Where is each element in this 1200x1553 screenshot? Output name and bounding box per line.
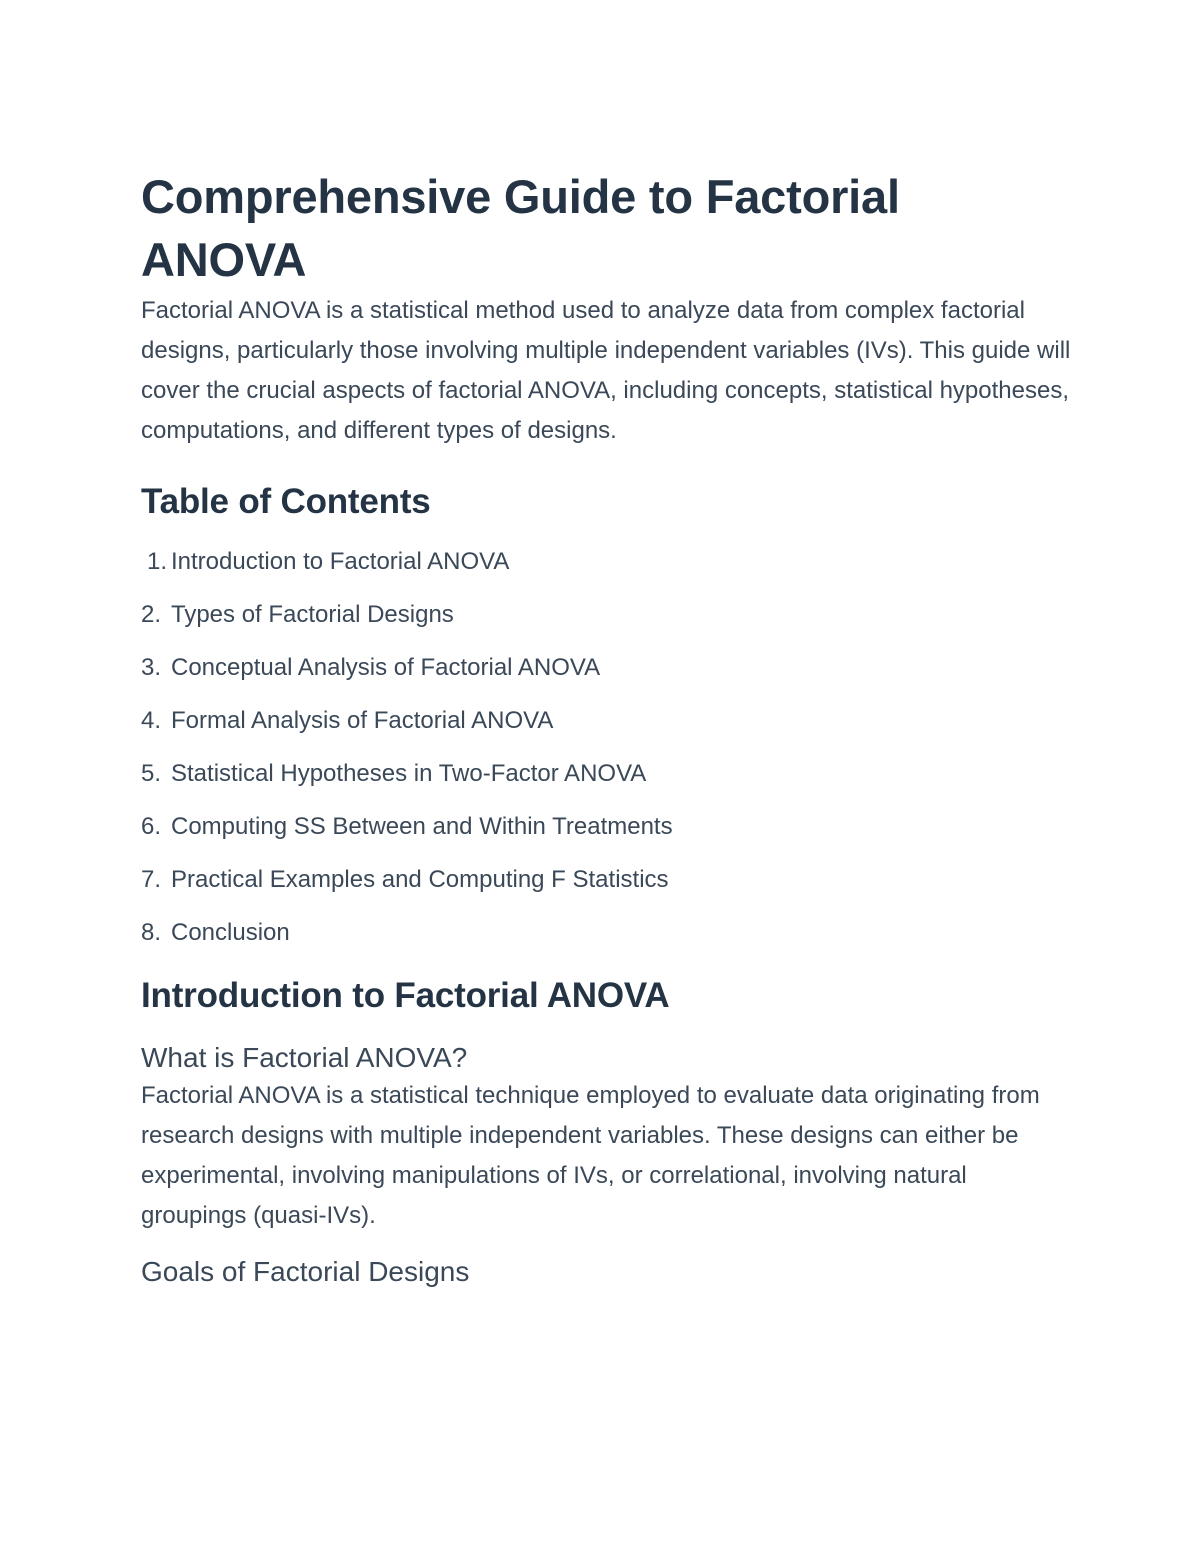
toc-item-label: Conceptual Analysis of Factorial ANOVA bbox=[171, 654, 601, 681]
toc-item-label: Introduction to Factorial ANOVA bbox=[171, 548, 510, 575]
toc-item-label: Types of Factorial Designs bbox=[171, 601, 454, 628]
toc-item-number: 4. bbox=[141, 707, 162, 734]
document-title: Comprehensive Guide to Factorial ANOVA bbox=[141, 170, 900, 286]
toc-heading: Table of Contents bbox=[141, 482, 431, 521]
toc-item-number: 1. bbox=[147, 548, 168, 575]
toc-item-number: 5. bbox=[141, 760, 162, 787]
subsection-paragraph: Factorial ANOVA is a statistical technique employed to evaluate data originating from research designs with multiple independent variables. These designs can either be experimental, involving manipulations of IVs, or correlational, involving natural groupings (quasi-IVs). bbox=[141, 1082, 1040, 1229]
toc-item bbox=[141, 813, 1071, 841]
toc-item bbox=[141, 548, 1071, 576]
toc-item-label: Conclusion bbox=[171, 919, 290, 946]
toc-item-number: 6. bbox=[141, 813, 162, 840]
table-of-contents bbox=[141, 548, 1071, 947]
subsection-heading: What is Factorial ANOVA? bbox=[141, 1042, 468, 1073]
toc-item-number: 3. bbox=[141, 654, 162, 681]
toc-item-number: 2. bbox=[141, 601, 162, 628]
toc-item bbox=[141, 866, 1071, 894]
section-heading: Introduction to Factorial ANOVA bbox=[141, 976, 670, 1015]
document-page bbox=[141, 165, 1071, 1290]
toc-item bbox=[141, 707, 1071, 735]
toc-item bbox=[141, 654, 1071, 682]
intro-paragraph: Factorial ANOVA is a statistical method used to analyze data from complex factorial designs, particularly those involving multiple independent variables (IVs). This guide will cover the crucial aspects of factorial ANOVA, including concepts, statistical hypotheses, computations, and different types of designs. bbox=[141, 297, 1071, 444]
toc-item bbox=[141, 919, 1071, 947]
toc-item-number: 8. bbox=[141, 919, 162, 946]
toc-item-label: Formal Analysis of Factorial ANOVA bbox=[171, 707, 554, 734]
toc-item-label: Computing SS Between and Within Treatments bbox=[171, 813, 673, 840]
toc-item-number: 7. bbox=[141, 866, 162, 893]
toc-item-label: Practical Examples and Computing F Statistics bbox=[171, 866, 669, 893]
toc-item bbox=[141, 760, 1071, 788]
toc-item-label: Statistical Hypotheses in Two-Factor ANOVA bbox=[171, 760, 647, 787]
toc-item bbox=[141, 601, 1071, 629]
subsection-heading: Goals of Factorial Designs bbox=[141, 1256, 470, 1287]
